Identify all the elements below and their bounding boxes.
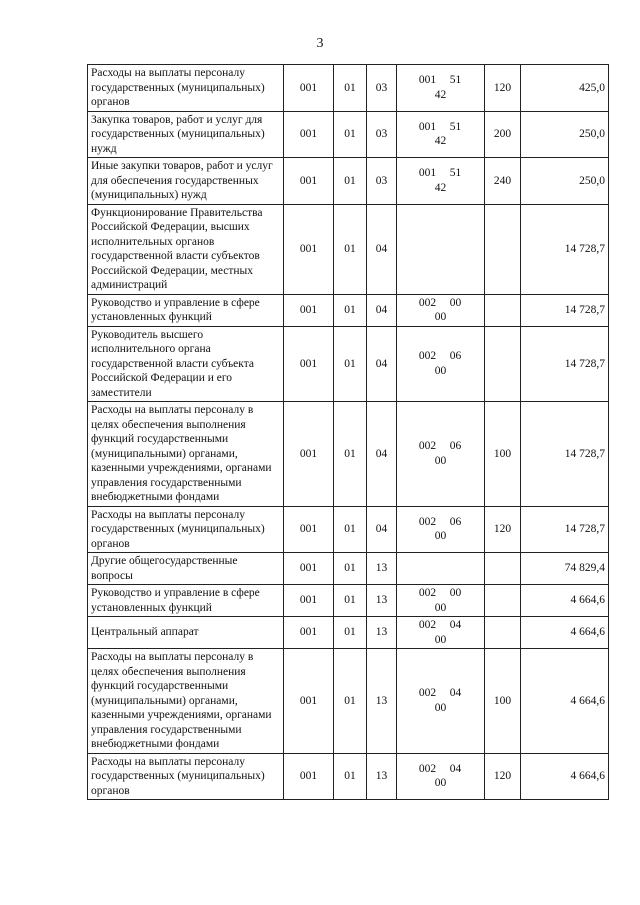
target-article-part-3: 42 <box>434 181 447 194</box>
table-row <box>88 158 609 205</box>
target-article-cell <box>397 553 485 585</box>
target-article-part-3: 00 <box>434 701 447 714</box>
expense-type-cell <box>485 204 521 294</box>
subsection-code-cell: 13 <box>367 753 397 800</box>
subsection-code-cell: 03 <box>367 158 397 205</box>
target-article-part-3: 42 <box>434 135 447 148</box>
ved-code-cell: 001 <box>284 617 334 649</box>
expense-type-cell: 120 <box>485 753 521 800</box>
section-code-cell: 01 <box>334 585 367 617</box>
subsection-code-cell: 04 <box>367 326 397 402</box>
target-article-part-1: 002 <box>418 762 437 775</box>
amount-cell: 4 664,6 <box>521 649 609 754</box>
target-article-part-2: 51 <box>449 120 462 133</box>
subsection-code-cell: 13 <box>367 649 397 754</box>
section-code-cell: 01 <box>334 65 367 112</box>
section-code-cell: 01 <box>334 553 367 585</box>
item-name-cell: Центральный аппарат <box>88 617 284 649</box>
table-row <box>88 402 609 507</box>
target-article-part-1: 002 <box>418 440 437 453</box>
item-name-cell: Руководитель высшего исполнительного органа государственной власти субъекта Российской Федерации и его заместители <box>88 326 284 402</box>
ved-code-cell: 001 <box>284 649 334 754</box>
ved-code-cell: 001 <box>284 506 334 553</box>
ved-code-cell: 001 <box>284 402 334 507</box>
item-name-cell: Иные закупки товаров, работ и услуг для обеспечения государственных (муниципальных) нужд <box>88 158 284 205</box>
item-name-cell: Руководство и управление в сфере установленных функций <box>88 294 284 326</box>
target-article-part-2: 00 <box>449 296 462 309</box>
ved-code-cell: 001 <box>284 65 334 112</box>
amount-cell: 4 664,6 <box>521 585 609 617</box>
ved-code-cell: 001 <box>284 294 334 326</box>
section-code-cell: 01 <box>334 294 367 326</box>
expense-type-cell: 120 <box>485 506 521 553</box>
subsection-code-cell: 13 <box>367 617 397 649</box>
amount-cell: 74 829,4 <box>521 553 609 585</box>
amount-cell: 4 664,6 <box>521 753 609 800</box>
target-article-cell <box>397 617 485 649</box>
expense-type-cell: 200 <box>485 111 521 158</box>
target-article-part-1: 001 <box>418 74 437 87</box>
table-row <box>88 204 609 294</box>
table-row <box>88 617 609 649</box>
item-name-cell: Другие общегосударственные вопросы <box>88 553 284 585</box>
section-code-cell: 01 <box>334 326 367 402</box>
table-row <box>88 553 609 585</box>
amount-cell: 250,0 <box>521 111 609 158</box>
section-code-cell: 01 <box>334 111 367 158</box>
target-article-part-3: 00 <box>434 530 447 543</box>
ved-code-cell: 001 <box>284 585 334 617</box>
ved-code-cell: 001 <box>284 326 334 402</box>
section-code-cell: 01 <box>334 617 367 649</box>
section-code-cell: 01 <box>334 402 367 507</box>
target-article-cell <box>397 326 485 402</box>
target-article-part-3: 42 <box>434 88 447 101</box>
ved-code-cell: 001 <box>284 204 334 294</box>
table-row <box>88 506 609 553</box>
subsection-code-cell: 13 <box>367 553 397 585</box>
section-code-cell: 01 <box>334 649 367 754</box>
target-article-part-2: 04 <box>449 762 462 775</box>
table-row <box>88 649 609 754</box>
table-row <box>88 753 609 800</box>
table-row <box>88 65 609 112</box>
item-name-cell: Расходы на выплаты персоналу государственных (муниципальных) органов <box>88 506 284 553</box>
target-article-part-2: 06 <box>449 350 462 363</box>
ved-code-cell: 001 <box>284 753 334 800</box>
target-article-part-2: 06 <box>449 440 462 453</box>
table-row <box>88 111 609 158</box>
target-article-cell <box>397 158 485 205</box>
expense-type-cell <box>485 617 521 649</box>
item-name-cell: Расходы на выплаты персоналу в целях обеспечения выполнения функций государственными (муниципальными) органами, казенными учреждениями, органами управления государственными внебюджетными фондами <box>88 402 284 507</box>
expense-type-cell: 240 <box>485 158 521 205</box>
subsection-code-cell: 04 <box>367 294 397 326</box>
item-name-cell: Расходы на выплаты персоналу государственных (муниципальных) органов <box>88 753 284 800</box>
target-article-cell <box>397 204 485 294</box>
amount-cell: 250,0 <box>521 158 609 205</box>
expense-type-cell: 120 <box>485 65 521 112</box>
subsection-code-cell: 04 <box>367 204 397 294</box>
target-article-part-1: 002 <box>418 619 437 631</box>
ved-code-cell: 001 <box>284 158 334 205</box>
table-row <box>88 294 609 326</box>
target-article-cell <box>397 753 485 800</box>
target-article-cell <box>397 585 485 617</box>
section-code-cell: 01 <box>334 158 367 205</box>
target-article-part-1: 001 <box>418 167 437 180</box>
page-number: 3 <box>316 36 324 51</box>
section-code-cell: 01 <box>334 204 367 294</box>
target-article-cell <box>397 111 485 158</box>
expense-type-cell <box>485 585 521 617</box>
item-name-cell: Расходы на выплаты персоналу государственных (муниципальных) органов <box>88 65 284 112</box>
target-article-part-1: 002 <box>418 587 437 599</box>
target-article-cell <box>397 65 485 112</box>
target-article-part-3: 00 <box>434 777 447 790</box>
target-article-part-2: 00 <box>449 587 462 599</box>
target-article-part-1: 002 <box>418 296 437 309</box>
target-article-part-1: 002 <box>418 350 437 363</box>
amount-cell: 4 664,6 <box>521 617 609 649</box>
amount-cell: 14 728,7 <box>521 204 609 294</box>
expense-type-cell <box>485 553 521 585</box>
expense-type-cell <box>485 294 521 326</box>
expense-type-cell <box>485 326 521 402</box>
item-name-cell: Расходы на выплаты персоналу в целях обеспечения выполнения функций государственными (муниципальными) органами, казенными учреждениями, органами управления государственными внебюджетными фондами <box>88 649 284 754</box>
target-article-part-1: 001 <box>418 120 437 133</box>
target-article-part-3: 00 <box>434 311 447 323</box>
target-article-part-2: 51 <box>449 74 462 87</box>
amount-cell: 14 728,7 <box>521 402 609 507</box>
amount-cell: 14 728,7 <box>521 294 609 326</box>
target-article-cell <box>397 649 485 754</box>
ved-code-cell: 001 <box>284 553 334 585</box>
target-article-part-3: 00 <box>434 633 447 646</box>
amount-cell: 14 728,7 <box>521 506 609 553</box>
ved-code-cell: 001 <box>284 111 334 158</box>
budget-table-body <box>88 65 609 800</box>
budget-table <box>87 64 609 800</box>
target-article-part-1: 002 <box>418 515 437 528</box>
subsection-code-cell: 04 <box>367 402 397 507</box>
item-name-cell: Функционирование Правительства Российской Федерации, высших исполнительных органов государственной власти субъектов Российской Федерации, местных администраций <box>88 204 284 294</box>
target-article-part-2: 04 <box>449 619 462 631</box>
target-article-part-2: 51 <box>449 167 462 180</box>
table-row <box>88 585 609 617</box>
expense-type-cell: 100 <box>485 649 521 754</box>
section-code-cell: 01 <box>334 753 367 800</box>
target-article-cell <box>397 506 485 553</box>
item-name-cell: Руководство и управление в сфере установленных функций <box>88 585 284 617</box>
subsection-code-cell: 13 <box>367 585 397 617</box>
target-article-part-3: 00 <box>434 601 447 614</box>
target-article-cell <box>397 294 485 326</box>
target-article-part-2: 04 <box>449 687 462 700</box>
target-article-part-3: 00 <box>434 454 447 467</box>
target-article-part-1: 002 <box>418 687 437 700</box>
section-code-cell: 01 <box>334 506 367 553</box>
subsection-code-cell: 03 <box>367 65 397 112</box>
amount-cell: 425,0 <box>521 65 609 112</box>
expense-type-cell: 100 <box>485 402 521 507</box>
target-article-part-3: 00 <box>434 364 447 377</box>
subsection-code-cell: 03 <box>367 111 397 158</box>
target-article-cell <box>397 402 485 507</box>
amount-cell: 14 728,7 <box>521 326 609 402</box>
target-article-part-2: 06 <box>449 515 462 528</box>
item-name-cell: Закупка товаров, работ и услуг для государственных (муниципальных) нужд <box>88 111 284 158</box>
subsection-code-cell: 04 <box>367 506 397 553</box>
table-row <box>88 326 609 402</box>
